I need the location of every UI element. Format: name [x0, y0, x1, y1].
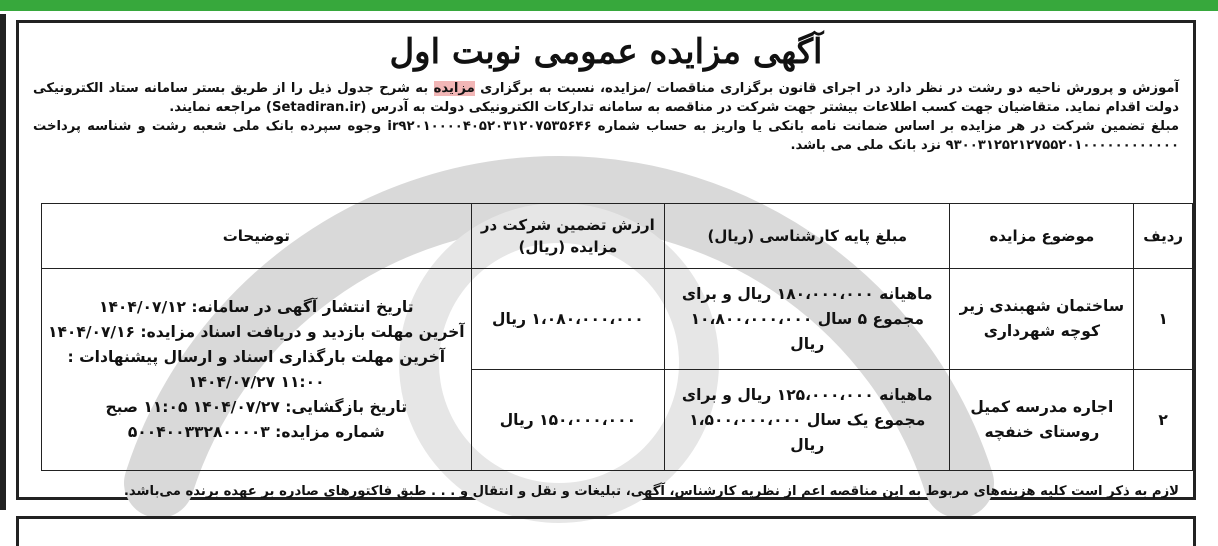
intent-phrase: در نظر دارد [885, 81, 963, 96]
base-price-total: مجموع ۵ سال ۱۰،۸۰۰،۰۰۰،۰۰۰ ریال [690, 309, 924, 353]
highlighted-word: مزایده [433, 81, 475, 96]
auction-subject: اجاره مدرسه کمیل روستای خنفچه [950, 370, 1134, 471]
deposit-amount: ۱۵۰،۰۰۰،۰۰۰ ریال [471, 370, 665, 471]
notice-frame [16, 20, 1196, 500]
header-row-number: ردیف [1134, 204, 1193, 269]
next-notice-frame [16, 516, 1196, 546]
notes-line: آخرین مهلت بارگذاری اسناد و ارسال پیشنهادات : [67, 347, 446, 366]
guarantee-paragraph: مبلغ تضمین شرکت در هر مزایده بر اساس ضمانت نامه بانکی یا واریز به حساب شماره ir۹۲۰۱۰۰۰۰۴۰۵۲۰۳۱۲۰۷۵۳۵۶۴۶ وجوه سپرده بانک ملی شعبه رشت و شناسه پرداخت ۹۳۰۰۳۱۲۵۲۱۲۷۵۵۲۰۱۰۰۰۰۰۰۰۰۰۰۰۰ نزد بانک ملی می باشد. [33, 119, 1179, 153]
deposit-amount: ۱،۰۸۰،۰۰۰،۰۰۰ ریال [471, 269, 665, 370]
top-accent-bar [0, 0, 1218, 11]
header-subject: موضوع مزایده [950, 204, 1134, 269]
header-deposit: ارزش تضمین شرکت در مزایده (ریال) [471, 204, 665, 269]
notes-line: ۱۱:۰۰ ۱۴۰۴/۰۷/۲۷ [188, 372, 325, 391]
notes-line: تاریخ بازگشایی: ۱۴۰۴/۰۷/۲۷ ۱۱:۰۵ صبح [105, 397, 408, 416]
intro-text-1: در اجرای قانون برگزاری مناقصات /مزایده، نسبت به برگزاری [480, 81, 881, 96]
table-header-row [42, 204, 1193, 269]
intro-paragraph [33, 79, 1179, 155]
base-price-cell [665, 370, 950, 471]
notes-line: آخرین مهلت بازدید و دریافت اسناد مزایده: ۱۴۰۴/۰۷/۱۶ [48, 322, 465, 341]
notes-line: شماره مزایده: ۵۰۰۴۰۰۳۳۲۸۰۰۰۰۳ [127, 422, 385, 441]
table-row [42, 269, 1193, 370]
base-price-monthly: ماهیانه ۱۲۵،۰۰۰،۰۰۰ ریال و برای [681, 385, 933, 404]
left-edge-strip [0, 14, 6, 510]
base-price-monthly: ماهیانه ۱۸۰،۰۰۰،۰۰۰ ریال و برای [681, 284, 933, 303]
notes-cell [42, 269, 472, 471]
row-number: ۱ [1134, 269, 1193, 370]
auction-table [41, 203, 1193, 471]
header-notes: توضیحات [42, 204, 472, 269]
auction-subject: ساختمان شهبندی زیر کوچه شهرداری [950, 269, 1134, 370]
intro-text-2: به شرح جدول ذیل را از طریق بستر سامانه ستاد الکترونیکی دولت اقدام نماید. متقاضیان جهت کسب اطلاعات بیشتر جهت شرکت در مناقصه به سامانه تدارکات الکترونیکی دولت به آدرس (Setadiran.ir) مراجعه نمایند. [33, 81, 1179, 115]
footer-note: لازم به ذکر است کلیه هزینه‌های مربوط به این مناقصه اعم از نظریه کارشناس، آگهی، تبلیغات و نقل و انتقال و . . . طبق فاکتورهای صادره بر عهده برنده می‌باشد. [123, 484, 1179, 499]
organization-name: آموزش و پرورش ناحیه دو رشت [968, 81, 1180, 96]
header-base-price: مبلغ پایه کارشناسی (ریال) [665, 204, 950, 269]
base-price-total: مجموع یک سال ۱،۵۰۰،۰۰۰،۰۰۰ ریال [689, 410, 926, 454]
notes-line: تاریخ انتشار آگهی در سامانه: ۱۴۰۴/۰۷/۱۲ [99, 297, 414, 316]
base-price-cell [665, 269, 950, 370]
row-number: ۲ [1134, 370, 1193, 471]
notice-title: آگهی مزایده عمومی نوبت اول [389, 32, 823, 72]
